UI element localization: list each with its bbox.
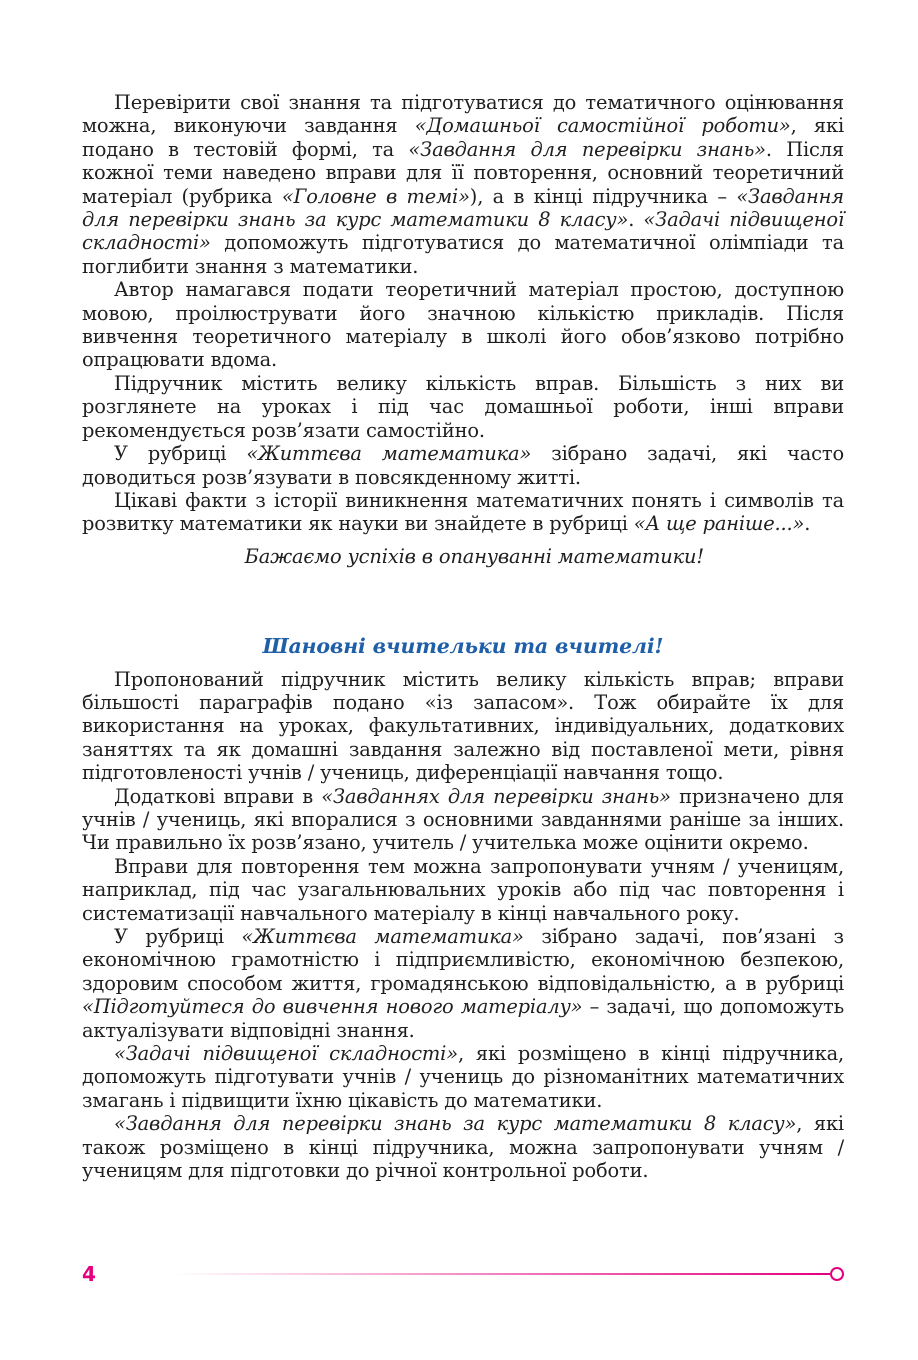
text-run: .: [804, 512, 811, 536]
text-run: , які розміщено в кінці підручника, допоможуть підготувати учнів / учениць до різноманітних математичних змагань і підвищити їхню цікавість до математики.: [82, 1042, 844, 1112]
rubric-name: «Головне в темі»: [281, 184, 470, 208]
rubric-name: «Задачі підвищеної складності»: [114, 1042, 458, 1066]
rubric-name: «Життєва математика»: [246, 442, 532, 466]
footer-circle-ornament: [830, 1267, 844, 1281]
text-run: У рубриці: [114, 442, 247, 466]
wish-line: Бажаємо успіхів в опануванні математики!: [244, 544, 704, 568]
text-run: ), а в кінці підручника –: [469, 184, 737, 208]
rubric-name: «А ще раніше...»: [633, 512, 805, 536]
teachers-heading: Шановні вчительки та вчителі!: [262, 634, 664, 659]
intro-paragraph-5: [82, 489, 844, 536]
text-run: , які також розміщено в кінці підручника, можна запропонувати учням / ученицям для підготовки до річної контрольної роботи.: [82, 1112, 844, 1183]
text-run: допоможуть підготуватися до математичної олімпіади та поглибити знання з математики.: [82, 231, 844, 278]
page-content: [82, 91, 844, 1182]
text-run: .: [628, 208, 644, 232]
text-run: – задачі, що допоможуть актуалізувати відповідні знання.: [82, 995, 844, 1042]
text-run: Додаткові вправи в: [114, 784, 322, 808]
rubric-name: «Життєва математика»: [241, 925, 524, 948]
intro-paragraph-2: Автор намагався подати теоретичний матеріал простою, доступною мовою, проілюструвати його значною кількістю прикладів. Після вивчення теоретичного матеріалу в школі його обов’язково потрібно опрацювати вдома.: [82, 278, 844, 372]
page-footer: [82, 1262, 852, 1286]
text-run: , які подано в тестовій формі, та: [82, 114, 844, 161]
rubric-name: «Домашньої самостійної роботи»: [414, 114, 791, 138]
rubric-name: «Завдання для перевірки знань»: [408, 137, 766, 161]
text-run: . Після кожної теми наведено вправи для її повторення, основний теоретичний матеріал (рубрика: [82, 137, 844, 208]
intro-paragraph-3: Підручник містить велику кількість вправ. Більшість з них ви розглянете на уроках і під час домашньої роботи, інші вправи рекомендується розв’язати самостійно.: [82, 371, 844, 442]
teachers-paragraph-6: [82, 1112, 844, 1182]
text-run: У рубриці: [114, 925, 242, 948]
teachers-paragraph-1: Пропонований підручник містить велику кількість вправ; вправи більшості параграфів подано «із запасом». Тож обирайте їх для використання на уроках, факультативних, індивідуальних, додаткових заняттях та як домашні завдання залежно від поставленої мети, рівня підготовленості учнів / учениць, диференціації навчання тощо.: [82, 667, 844, 785]
teachers-paragraph-4: [82, 925, 844, 1042]
footer-rule: [172, 1273, 830, 1275]
text-run: зібрано задачі, які часто доводиться розв’язувати в повсякденному житті.: [82, 442, 844, 489]
text-run: призначено для учнів / учениць, які впоралися з основними завданнями раніше за інших. Чи правильно їх розв’язано, учитель / учителька може оцінити окремо.: [82, 784, 844, 855]
intro-paragraph-1: [82, 91, 844, 278]
rubric-name: «Задачі підвищеної складності»: [82, 208, 844, 255]
teachers-paragraph-3: Вправи для повторення тем можна запропонувати учням / ученицям, наприклад, під час узагальнювальних уроків або під час повторення і систематизації навчального матеріалу в кінці навчального року.: [82, 854, 844, 925]
rubric-name: «Завдання для перевірки знань за курс математики 8 класу»: [114, 1112, 797, 1136]
rubric-name: «Підготуйтеся до вивчення нового матеріалу»: [82, 995, 583, 1019]
rubric-name: «Завдання для перевірки знань за курс математики 8 класу»: [82, 184, 844, 232]
intro-paragraph-4: [82, 442, 844, 489]
rubric-name: «Завданнях для перевірки знань»: [321, 784, 671, 808]
text-run: Цікаві факти з історії виникнення математичних понять і символів та розвитку математики як науки ви знайдете в рубриці: [82, 488, 844, 536]
text-run: Перевірити свої знання та підготуватися до тематичного оцінювання можна, виконуючи завдання: [82, 91, 844, 138]
teachers-paragraph-2: [82, 785, 844, 855]
teachers-paragraph-5: [82, 1042, 844, 1112]
text-run: зібрано задачі, пов’язані з економічною грамотністю і підприємливістю, економічною безпекою, здоровим способом життя, громадянською відповідальністю, а в рубриці: [82, 925, 844, 995]
page-number: 4: [82, 1262, 96, 1286]
